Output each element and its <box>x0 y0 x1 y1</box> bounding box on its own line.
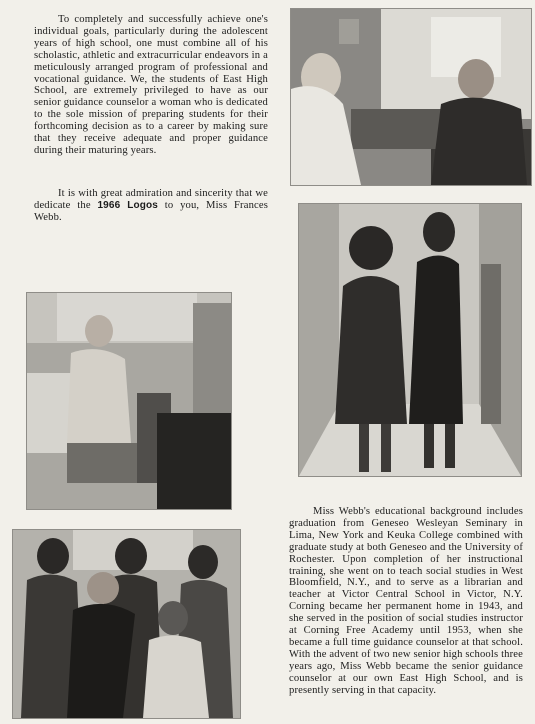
intro-paragraph <box>34 14 268 157</box>
intro-paragraph-text: To completely and successfully achieve one's individual goals, particularly during the adolescent years of high school, one must combine all of his scholastic, athletic and extracurricular endeavors in a meticulously arranged program of professional and vocational guidance. We, the students of East High School, are extremely privileged to have as our senior guidance counselor a woman who is dedicated to the sole mission of preparing students for their forthcoming decision as to a career by making sure that they receive adequate and proper guidance during their maturing years. <box>34 14 268 156</box>
photo-students-group <box>12 529 241 719</box>
photo-office-desk <box>26 292 232 510</box>
dedication-paragraph <box>34 188 268 224</box>
photo-counseling-student <box>290 8 532 186</box>
photo-hallway-conversation <box>298 203 522 477</box>
dedication-text-before: It is with great admiration and sincerity that we dedicate the <box>34 188 268 211</box>
yearbook-name: 1966 Logos <box>97 199 158 211</box>
dedication-text-after: to you, Miss Frances Webb. <box>34 199 268 223</box>
background-paragraph <box>289 506 523 697</box>
background-paragraph-text: Miss Webb's educational background includes graduation from Geneseo Wesleyan Seminary in Lima, New York and Keuka College combined with graduate study at both Geneseo and the University of Rochester. Upon completion of her instructional training, she went on to teach social studies in West Bloomfield, N.Y., and to serve as a librarian and teacher at Victor Central School in Victor, N.Y. Corning became her permanent home in 1943, and she served in the position of social studies instructor at Corning Free Academy until 1953, when she became a full time guidance counselor at that school. With the advent of two new senior high schools three years ago, Miss Webb became the senior guidance counselor at our own East High School, and is presently serving in that capacity. <box>289 506 523 696</box>
